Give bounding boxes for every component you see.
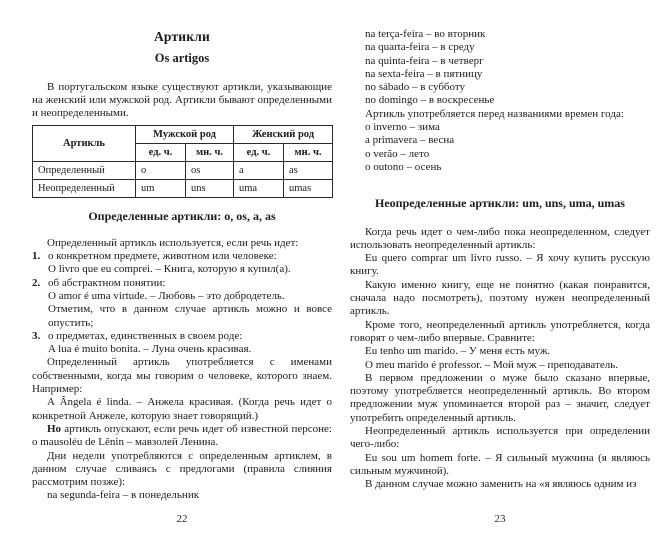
list-number: 1. xyxy=(32,250,41,263)
rule-text: о конкретном предмете, животном или человеке: xyxy=(48,250,277,263)
proper-names-paragraph: Определенный артикль употребляется с именами собственными, когда мы говорим о человеке, которого знаем. Например: xyxy=(32,356,332,396)
example-professor: O meu marido é professor. – Мой муж – преподаватель. xyxy=(365,358,618,371)
example-text: O amor é uma virtude. – Любовь – это добродетель. xyxy=(48,289,285,302)
but-paragraph xyxy=(32,423,332,450)
seasons-intro-line: Артикль употребляется перед названиями времен года: xyxy=(365,107,624,120)
list-item-text xyxy=(48,330,332,357)
table-header-row-1 xyxy=(33,126,333,144)
weekday-line: na terça-feira – во вторник xyxy=(365,28,486,40)
cell-value: um xyxy=(136,180,186,198)
table-subheader-f-pl: мн. ч. xyxy=(284,144,333,162)
cell-value: o xyxy=(136,162,186,180)
season-line: a primavera – весна xyxy=(365,134,455,147)
cell-value: umas xyxy=(284,180,333,198)
note-text: Отметим, что в данном случае артикль можно и вовсе опустить; xyxy=(48,303,332,329)
bold-word: Но xyxy=(47,422,62,435)
weekday-line: na quinta-feira – в четверг xyxy=(365,54,484,67)
chapter-subtitle: Os artigos xyxy=(154,51,210,66)
angela-example: A Ângela é linda. – Анжела красивая. (Когда речь идет о конкретной Анжеле, которую знает говорящий.) xyxy=(32,396,332,422)
weekday-line: na sexta-feira – в пятницу xyxy=(365,67,483,80)
page-right xyxy=(335,0,661,540)
weekday-line: no domingo – в воскресенье xyxy=(365,94,495,107)
table-subheader-m-pl: мн. ч. xyxy=(186,144,234,162)
section-heading-indefinite: Неопределенные артикли: um, uns, uma, umas xyxy=(375,196,625,211)
but-paragraph-rest: артикль опускают, если речь идет об известной персоне: o mausoléu de Lênin – мавзолей Ленина. xyxy=(32,422,332,449)
example-homem: Eu sou um homem forte. – Я сильный мужчина (я являюсь сильным мужчиной). xyxy=(350,451,650,477)
replace-paragraph: В данном случае можно заменить на «я являюсь одним из xyxy=(365,478,637,491)
intro-paragraph: В португальском языке существуют артикли, указывающие на женский или мужской род. Артикли бывают определенными и неопределенными. xyxy=(32,80,332,120)
table-corner-header: Артикль xyxy=(33,126,136,162)
list-item-2 xyxy=(32,277,332,330)
table-row-definite xyxy=(33,162,333,180)
table-subheader-f-sg: ед. ч. xyxy=(234,144,284,162)
articles-table xyxy=(32,125,333,198)
row-label: Неопределенный xyxy=(33,180,136,198)
explanation-paragraph: В первом предложении о муже было сказано впервые, поэтому употребляется неопределенный артикль. Во втором предложении муж упоминается второй раз – значит, следует употребить определенный артикль. xyxy=(350,371,650,424)
list-item-1 xyxy=(32,250,332,277)
weekday-line: no sábado – в субботу xyxy=(365,81,466,94)
row-label: Определенный xyxy=(33,162,136,180)
cell-value: as xyxy=(284,162,333,180)
list-item-3 xyxy=(32,330,332,357)
first-mention-paragraph: Кроме того, неопределенный артикль употребляется, когда говорят о чем-либо впервые. Сравните: xyxy=(350,318,650,344)
season-line: o inverno – зима xyxy=(365,121,440,134)
example-text: A lua é muito bonita. – Луна очень красивая. xyxy=(48,343,252,356)
table-row-indefinite xyxy=(33,180,333,198)
example-text: O livro que eu comprei. – Книга, которую я купил(а). xyxy=(48,263,291,276)
table-subheader-m-sg: ед. ч. xyxy=(136,144,186,162)
chapter-title: Артикли xyxy=(153,29,211,44)
table-header-masculine: Мужской род xyxy=(136,126,234,144)
example-livro: Eu quero comprar um livro russo. – Я хочу купить русскую книгу. xyxy=(350,252,650,278)
list-number: 2. xyxy=(32,276,41,289)
season-line: o outono – осень xyxy=(365,160,442,173)
list-item-text xyxy=(48,277,332,330)
cell-value: uns xyxy=(186,180,234,198)
example-marido: Eu tenho um marido. – У меня есть муж. xyxy=(365,345,551,358)
weekdays-paragraph: Дни недели употребляются с определенным артиклем, в данном случае сливаясь с предлогами (правила слияния рассмотрим позже): xyxy=(32,449,332,489)
cell-value: a xyxy=(234,162,284,180)
rule-text: об абстрактном понятии: xyxy=(48,276,166,289)
page-right-content xyxy=(350,28,650,492)
usage-intro: Определенный артикль используется, если речь идет: xyxy=(47,236,299,249)
indefinite-intro-paragraph: Когда речь идет о чем-либо пока неопределенном, следует использовать неопределенный артикль: xyxy=(350,225,650,251)
usage-list xyxy=(32,250,332,356)
page-number-left: 22 xyxy=(176,513,188,525)
monday-line: na segunda-feira – в понедельник xyxy=(47,489,200,502)
cell-value: uma xyxy=(234,180,284,198)
list-item-text xyxy=(48,250,332,277)
section-heading-definite: Определенные артикли: o, os, a, as xyxy=(88,209,276,224)
definition-paragraph: Неопределенный артикль используется при определении чего-либо: xyxy=(350,425,650,451)
list-number: 3. xyxy=(32,329,41,342)
table-header-feminine: Женский род xyxy=(234,126,333,144)
page-number-right: 23 xyxy=(494,513,506,525)
season-line: o verão – лето xyxy=(365,147,430,160)
cell-value: os xyxy=(186,162,234,180)
rule-text: о предметах, единственных в своем роде: xyxy=(48,329,243,342)
page-left-content xyxy=(32,30,332,503)
weekday-line: na quarta-feira – в среду xyxy=(365,41,475,54)
which-book-paragraph: Какую именно книгу, еще не понятно (какая понравится, сначала надо посмотреть), поэтому нужен неопределенный артикль. xyxy=(350,278,650,318)
